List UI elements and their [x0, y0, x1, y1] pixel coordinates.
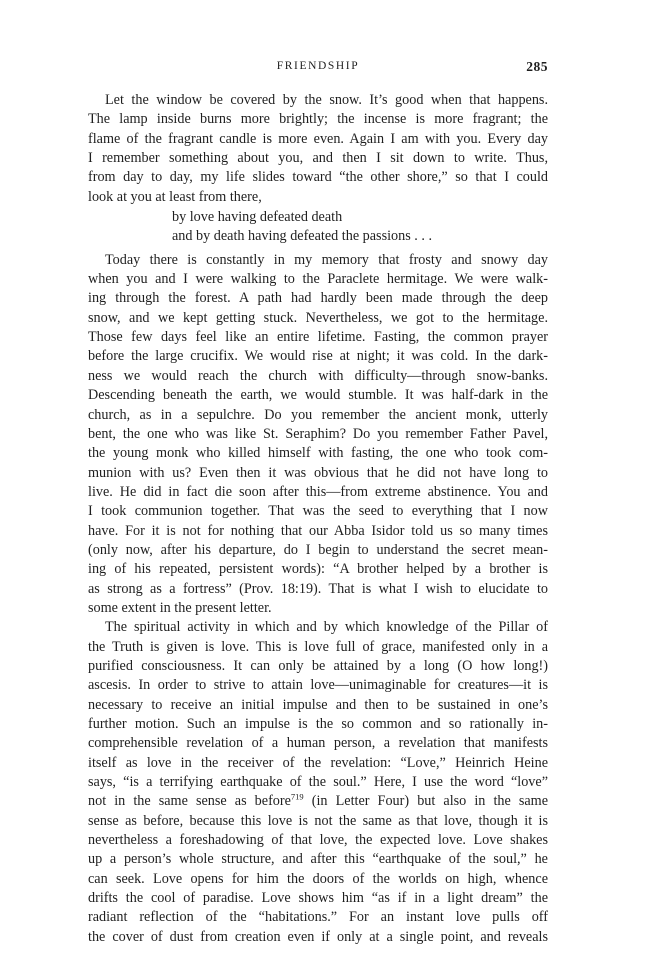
verse-line: and by death having defeated the passions . . .	[172, 228, 433, 245]
letter-reference: (in Letter Four)	[311, 793, 410, 810]
text-line: The spiritual activity in which and by which knowledge of the Pillar of	[105, 619, 548, 636]
text-line: from day to day, my life slides toward “the other shore,” so that I could	[88, 169, 548, 186]
text-line: look at you at least from there,	[88, 188, 262, 205]
text-line: further motion. Such an impulse is the so common and so rationally in-	[88, 716, 548, 732]
text-line: flame of the fragrant candle is more even. Again I am with you. Every day	[88, 130, 548, 147]
text-line: ing through the forest. A path had hardly been made through the deep	[88, 290, 548, 307]
text-line: purified consciousness. It can only be attained by a long (O how long!)	[88, 657, 548, 674]
text-line: Today there is constantly in my memory that frosty and snowy day	[105, 251, 548, 268]
text-line: ing of his repeated, persistent words): “A brother helped by a brother is	[88, 561, 548, 578]
text-line: as strong as a fortress” (Prov. 18:19). That is what I wish to elucidate to	[88, 580, 548, 597]
text-line: up a person’s whole structure, and after this “earthquake of the soul,” he	[88, 851, 548, 868]
text-line: necessary to receive an initial impulse and then to be sustained in one’s	[88, 696, 548, 713]
text-line: Those few days feel like an entire lifetime. Fasting, the common prayer	[88, 329, 548, 346]
paragraph	[88, 251, 548, 619]
text-line: Let the window be covered by the snow. It’s good when that happens.	[105, 92, 548, 108]
text-line: the cover of dust from creation even if only at a single point, and reveals	[88, 928, 548, 945]
text-line: ness we would reach the church with difficulty—through snow-banks.	[88, 367, 548, 384]
text-line: bent, the one who was like St. Seraphim? Do you remember Father Pavel,	[88, 425, 548, 442]
running-header	[88, 60, 548, 76]
text-line: snow, and we kept getting stuck. Nevertheless, we got to the hermitage.	[88, 309, 548, 326]
footnote-reference[interactable]: 719	[290, 792, 304, 802]
page-number: 285	[526, 59, 548, 74]
text-line: the young monk who killed himself with fasting, the one who took com-	[88, 445, 548, 462]
text-line: have. For it is not for nothing that our Abba Isidor told us so many times	[88, 522, 548, 539]
text-line: The lamp inside burns more brightly; the incense is more fragrant; the	[88, 111, 548, 128]
text-line: nevertheless a foreshadowing of that love, the expected love. Love shakes	[88, 832, 548, 849]
text-line: before the large crucifix. We would rise at night; it was cold. In the dark-	[88, 348, 548, 365]
text-line: ascesis. In order to strive to attain love—unimaginable for creatures—it is	[88, 677, 548, 694]
text-line: I remember something about you, and then I sit down to write. Thus,	[88, 150, 548, 167]
text-line: Descending beneath the earth, we would stumble. It was half-dark in the	[88, 387, 548, 404]
text-line: when you and I were walking to the Paraclete hermitage. We were walk-	[88, 271, 548, 288]
verse-line: by love having defeated death	[172, 209, 343, 226]
text-line: comprehensible revelation of a human person, a revelation that manifests	[88, 735, 548, 752]
text-line: itself as love in the receiver of the revelation: “Love,” Heinrich Heine	[88, 754, 548, 771]
text-line: munion with us? Even then it was obvious that he did not have long to	[88, 464, 548, 481]
text-line: drifts the cool of paradise. Love shows him “as if in a light dream” the	[88, 890, 548, 907]
text-line: I took communion together. That was the seed to everything that I now	[88, 503, 548, 520]
verse-quotation	[88, 208, 548, 247]
text-line: can seek. Love opens for him the doors of the worlds on high, whence	[88, 870, 548, 887]
running-title: FRIENDSHIP	[276, 60, 360, 72]
line-segment: but also in the same	[417, 793, 548, 810]
text-line: (only now, after his departure, do I begin to understand the secret mean-	[88, 541, 548, 558]
text-line: church, as in a sepulchre. Do you remember the ancient monk, utterly	[88, 406, 548, 423]
text-line: the Truth is given is love. This is love full of grace, manifested only in a	[88, 638, 548, 655]
text-line: some extent in the present letter.	[88, 599, 272, 616]
text-line-with-footnote	[88, 792, 548, 811]
paragraph	[88, 618, 548, 947]
text-line: live. He did in fact die soon after this—from extreme abstinence. You and	[88, 483, 548, 500]
text-line: sense as before, because this love is not the same as that love, though it is	[88, 812, 548, 829]
body-text	[88, 91, 548, 947]
text-line: says, “is a terrifying earthquake of the soul.” Here, I use the word “love”	[88, 774, 548, 791]
paragraph	[88, 91, 548, 207]
text-line: radiant reflection of the “habitations.” For an instant love pulls off	[88, 909, 548, 926]
line-segment: not in the same sense as before	[88, 793, 291, 810]
